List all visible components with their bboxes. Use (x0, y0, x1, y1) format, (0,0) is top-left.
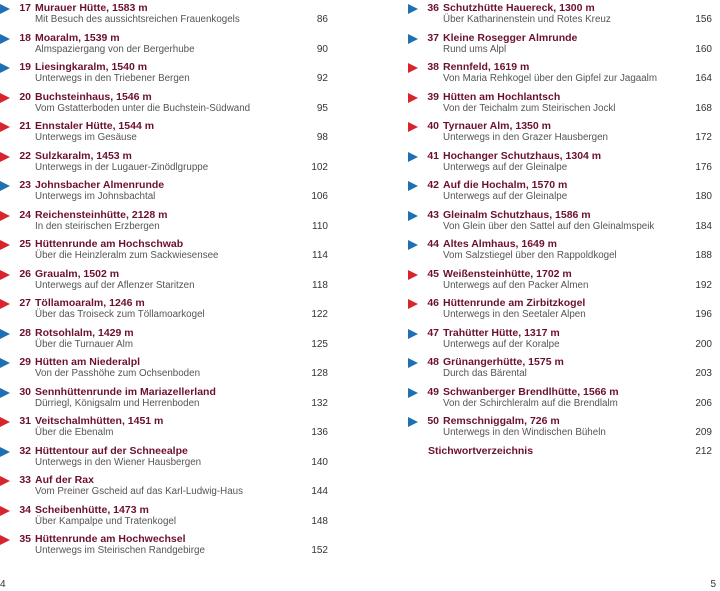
entry-title: Grünangerhütte, 1575 m (443, 356, 564, 368)
entry-number: 42 (427, 179, 439, 191)
entry-subtitle: Dürriegl, Königsalm und Herrenboden (35, 397, 200, 409)
toc-entry[interactable] (408, 268, 720, 298)
entry-title: Rennfeld, 1619 m (443, 61, 530, 73)
entry-number: 50 (427, 415, 439, 427)
entry-page-number: 95 (316, 102, 328, 114)
entry-number: 29 (19, 356, 31, 368)
entry-subtitle: Unterwegs in der Lugauer-Zinödlgruppe (35, 161, 209, 173)
entry-subtitle: Unterwegs in den Triebener Bergen (35, 73, 190, 84)
entry-page-number: 164 (695, 73, 712, 84)
entry-subtitle: Unterwegs auf den Packer Almen (443, 279, 589, 291)
toc-entry[interactable] (408, 238, 720, 268)
entry-title: Schwanberger Brendlhütte, 1566 m (443, 385, 619, 398)
entry-page-number: 180 (695, 191, 712, 202)
entry-number: 23 (19, 179, 31, 191)
entry-subtitle: Von der Passhöhe zum Ochsenboden (35, 368, 201, 379)
entry-title: Liesingkaralm, 1540 m (35, 61, 148, 73)
red-triangle-icon (408, 93, 418, 103)
toc-entry[interactable] (408, 386, 720, 416)
entry-page-number: 140 (311, 456, 328, 468)
red-triangle-icon (408, 299, 418, 309)
entry-subtitle: Über die Ebenalm (35, 427, 114, 438)
entry-title: Gleinalm Schutzhaus, 1586 m (443, 208, 591, 221)
blue-triangle-icon (408, 181, 418, 191)
entry-number: 20 (19, 90, 31, 103)
toc-entry[interactable] (0, 120, 336, 150)
entry-subtitle: Unterwegs in den Wiener Hausbergen (35, 456, 202, 468)
entry-title: Ennstaler Hütte, 1544 m (35, 120, 155, 132)
entry-title: Hüttenrunde am Hochschwab (35, 238, 184, 250)
entry-subtitle: Unterwegs im Johnsbachtal (35, 191, 156, 202)
entry-page-number: 144 (311, 486, 328, 497)
entry-page-number: 188 (695, 250, 712, 261)
entry-page-number: 92 (316, 73, 328, 84)
red-triangle-icon (0, 240, 10, 250)
blue-triangle-icon (408, 388, 418, 398)
entry-title: Schutzhütte Hauereck, 1300 m (443, 2, 595, 14)
entry-subtitle: Rund ums Alpl (443, 43, 507, 55)
entry-number: 48 (427, 356, 439, 368)
toc-entry[interactable] (408, 150, 720, 180)
entry-title: Moaralm, 1539 m (35, 31, 120, 44)
entry-subtitle: Vom Salzstiegel über den Rappoldkogel (443, 250, 617, 261)
toc-left-column (0, 2, 336, 563)
toc-entry[interactable] (408, 61, 720, 91)
toc-entry[interactable] (0, 327, 336, 357)
blue-triangle-icon (0, 329, 10, 339)
blue-triangle-icon (408, 240, 418, 250)
toc-entry[interactable] (408, 415, 720, 445)
entry-page-number: 136 (311, 427, 328, 438)
entry-number: 35 (19, 533, 31, 545)
entry-subtitle: Unterwegs im Gesäuse (35, 132, 137, 143)
entry-number: 30 (19, 385, 31, 398)
entry-page-number: 176 (695, 161, 712, 173)
entry-number: 24 (19, 208, 31, 221)
entry-number: 44 (427, 238, 439, 250)
entry-title: Hüttenrunde am Hochwechsel (35, 533, 186, 545)
blue-triangle-icon (0, 447, 10, 457)
entry-page-number: 110 (312, 220, 328, 232)
toc-entry[interactable] (0, 32, 336, 62)
toc-entry[interactable] (408, 209, 720, 239)
entry-page-number: 206 (695, 397, 712, 409)
red-triangle-icon (0, 476, 10, 486)
entry-title: Johnsbacher Almenrunde (35, 179, 165, 191)
entry-title: Hütten am Niederalpl (35, 356, 141, 368)
entry-number: 37 (427, 31, 439, 44)
entry-page-number: 168 (695, 102, 712, 114)
entry-page-number: 98 (316, 132, 328, 143)
toc-right-column (408, 2, 720, 465)
entry-number: 46 (427, 297, 439, 309)
entry-number: 22 (19, 149, 31, 162)
page-number-right: 5 (710, 579, 716, 590)
entry-subtitle: Unterwegs auf der Aflenzer Staritzen (35, 279, 195, 291)
blue-triangle-icon (0, 63, 10, 73)
entry-number: 47 (427, 326, 439, 339)
blue-triangle-icon (408, 152, 418, 162)
entry-subtitle: Unterwegs auf der Gleinalpe (443, 191, 568, 202)
entry-title: Veitschalmhütten, 1451 m (35, 415, 164, 427)
entry-subtitle: Vom Preiner Gscheid auf das Karl-Ludwig-Haus (35, 486, 244, 497)
toc-entry[interactable] (0, 209, 336, 239)
red-triangle-icon (0, 93, 10, 103)
toc-entry[interactable] (408, 120, 720, 150)
entry-subtitle: Vom Gstatterboden unter die Buchstein-Südwand (35, 102, 251, 114)
toc-entry[interactable] (0, 179, 336, 209)
entry-title: Altes Almhaus, 1649 m (443, 238, 557, 250)
entry-title: Scheibenhütte, 1473 m (35, 503, 149, 516)
entry-title: Trahütter Hütte, 1317 m (443, 326, 560, 339)
blue-triangle-icon (0, 388, 10, 398)
blue-triangle-icon (0, 4, 10, 14)
entry-number: 36 (427, 2, 439, 14)
entry-subtitle: Über die Turnauer Alm (35, 338, 134, 350)
red-triangle-icon (408, 270, 418, 280)
toc-entry[interactable] (0, 474, 336, 504)
toc-entry[interactable] (0, 504, 336, 534)
entry-subtitle: Unterwegs in den Seetaler Alpen (443, 309, 586, 320)
entry-number: 18 (19, 31, 31, 44)
entry-page-number: 118 (312, 279, 328, 291)
red-triangle-icon (408, 122, 418, 132)
entry-subtitle: Mit Besuch des aussichtsreichen Frauenkogels (35, 14, 240, 25)
blue-triangle-icon (0, 34, 10, 44)
entry-title: Hochanger Schutzhaus, 1304 m (443, 149, 602, 162)
toc-entry[interactable] (0, 238, 336, 268)
entry-title: Hüttentour auf der Schneealpe (35, 444, 188, 457)
entry-page-number: 148 (311, 515, 328, 527)
entry-title: Sennhüttenrunde im Mariazellerland (35, 385, 216, 398)
toc-entry[interactable] (0, 297, 336, 327)
entry-number: 27 (19, 297, 31, 309)
entry-page-number: 122 (311, 309, 328, 320)
entry-title: Hüttenrunde am Zirbitzkogel (443, 297, 586, 309)
toc-entry[interactable] (408, 356, 720, 386)
red-triangle-icon (0, 152, 10, 162)
blue-triangle-icon (408, 34, 418, 44)
entry-title: Weißensteinhütte, 1702 m (443, 267, 572, 280)
toc-entry[interactable] (0, 386, 336, 416)
entry-page-number: 86 (316, 14, 328, 25)
entry-subtitle: Von der Teichalm zum Steirischen Jockl (443, 102, 616, 114)
entry-subtitle: Almspaziergang von der Bergerhube (35, 43, 195, 55)
entry-page-number: 172 (695, 132, 712, 143)
red-triangle-icon (0, 535, 10, 545)
red-triangle-icon (0, 417, 10, 427)
entry-subtitle: Über Kampalpe und Tratenkogel (35, 515, 177, 527)
entry-subtitle: Über das Troiseck zum Töllamoarkogel (35, 309, 205, 320)
entry-subtitle: Durch das Bärental (443, 368, 527, 379)
entry-number: 49 (427, 385, 439, 398)
index-title: Stichwortverzeichnis (428, 444, 534, 457)
entry-page-number: 209 (695, 427, 712, 438)
entry-number: 40 (427, 120, 439, 132)
entry-title: Auf die Hochalm, 1570 m (443, 179, 568, 191)
entry-number: 21 (19, 120, 31, 132)
toc-entry[interactable] (0, 2, 336, 32)
entry-number: 17 (19, 2, 31, 14)
entry-subtitle: Unterwegs in den Windischen Büheln (443, 427, 606, 438)
entry-number: 31 (19, 415, 31, 427)
entry-page-number: 160 (695, 43, 712, 55)
entry-number: 32 (19, 444, 31, 457)
entry-number: 39 (427, 90, 439, 103)
entry-subtitle: Unterwegs auf der Koralpe (443, 338, 560, 350)
entry-page-number: 90 (316, 43, 328, 55)
red-triangle-icon (0, 299, 10, 309)
entry-subtitle: Von Glein über den Sattel auf den Gleinalmspeik (443, 220, 655, 232)
entry-subtitle: Unterwegs in den Grazer Hausbergen (443, 132, 609, 143)
toc-entry[interactable] (0, 61, 336, 91)
entry-title: Töllamoaralm, 1246 m (35, 297, 145, 309)
toc-entry[interactable] (0, 91, 336, 121)
toc-entry[interactable] (0, 356, 336, 386)
toc-entry[interactable] (0, 150, 336, 180)
toc-entry[interactable] (408, 91, 720, 121)
entry-title: Hütten am Hochlantsch (443, 90, 561, 103)
red-triangle-icon (0, 506, 10, 516)
entry-subtitle: Über Katharinenstein und Rotes Kreuz (443, 14, 611, 25)
red-triangle-icon (0, 122, 10, 132)
toc-entry[interactable] (408, 2, 720, 32)
entry-title: Rotsohlalm, 1429 m (35, 326, 134, 339)
blue-triangle-icon (0, 181, 10, 191)
entry-title: Graualm, 1502 m (35, 267, 120, 280)
entry-title: Sulzkaralm, 1453 m (35, 149, 132, 162)
blue-triangle-icon (408, 417, 418, 427)
entry-page-number: 106 (311, 191, 328, 202)
blue-triangle-icon (408, 329, 418, 339)
entry-number: 25 (19, 238, 31, 250)
entry-number: 45 (427, 267, 439, 280)
entry-title: Kleine Rosegger Almrunde (443, 31, 578, 44)
index-page-number: 212 (695, 445, 712, 457)
entry-page-number: 196 (695, 309, 712, 320)
entry-subtitle: Unterwegs im Steirischen Randgebirge (35, 545, 205, 556)
toc-entry[interactable] (0, 533, 336, 563)
entry-subtitle: Von der Schirchleralm auf die Brendlalm (443, 397, 618, 409)
toc-entry[interactable] (0, 415, 336, 445)
toc-entry[interactable] (408, 327, 720, 357)
entry-title: Auf der Rax (35, 474, 94, 486)
entry-subtitle: Über die Heinzleralm zum Sackwiesensee (35, 250, 219, 261)
entry-page-number: 203 (695, 368, 712, 379)
entry-page-number: 132 (311, 397, 328, 409)
entry-subtitle: Unterwegs auf der Gleinalpe (443, 161, 568, 173)
red-triangle-icon (0, 211, 10, 221)
entry-number: 28 (19, 326, 31, 339)
page-number-left: 4 (0, 579, 6, 590)
entry-number: 34 (19, 503, 31, 516)
entry-number: 43 (427, 208, 439, 221)
toc-entry[interactable] (0, 445, 336, 475)
entry-page-number: 102 (311, 161, 328, 173)
toc-entry[interactable] (408, 297, 720, 327)
entry-title: Murauer Hütte, 1583 m (35, 2, 148, 14)
entry-page-number: 200 (695, 338, 712, 350)
entry-number: 38 (427, 61, 439, 73)
entry-title: Tyrnauer Alm, 1350 m (443, 120, 551, 132)
entry-page-number: 192 (695, 279, 712, 291)
entry-page-number: 152 (311, 545, 328, 556)
index-entry[interactable] (408, 445, 720, 465)
blue-triangle-icon (408, 4, 418, 14)
entry-page-number: 114 (312, 250, 328, 261)
entry-number: 41 (427, 149, 439, 162)
toc-entry[interactable] (0, 268, 336, 298)
red-triangle-icon (0, 270, 10, 280)
entry-page-number: 156 (695, 14, 712, 25)
entry-title: Reichensteinhütte, 2128 m (35, 208, 168, 221)
entry-number: 19 (19, 61, 31, 73)
entry-page-number: 128 (311, 368, 328, 379)
entry-subtitle: Von Maria Rehkogel über den Gipfel zur Jagaalm (443, 73, 658, 84)
blue-triangle-icon (0, 358, 10, 368)
red-triangle-icon (408, 63, 418, 73)
entry-number: 26 (19, 267, 31, 280)
blue-triangle-icon (408, 211, 418, 221)
toc-entry[interactable] (408, 32, 720, 62)
entry-title: Remschniggalm, 726 m (443, 415, 560, 427)
entry-title: Buchsteinhaus, 1546 m (35, 90, 152, 103)
entry-page-number: 184 (695, 220, 712, 232)
blue-triangle-icon (408, 358, 418, 368)
entry-number: 33 (19, 474, 31, 486)
entry-subtitle: In den steirischen Erzbergen (35, 220, 160, 232)
entry-page-number: 125 (311, 338, 328, 350)
toc-entry[interactable] (408, 179, 720, 209)
